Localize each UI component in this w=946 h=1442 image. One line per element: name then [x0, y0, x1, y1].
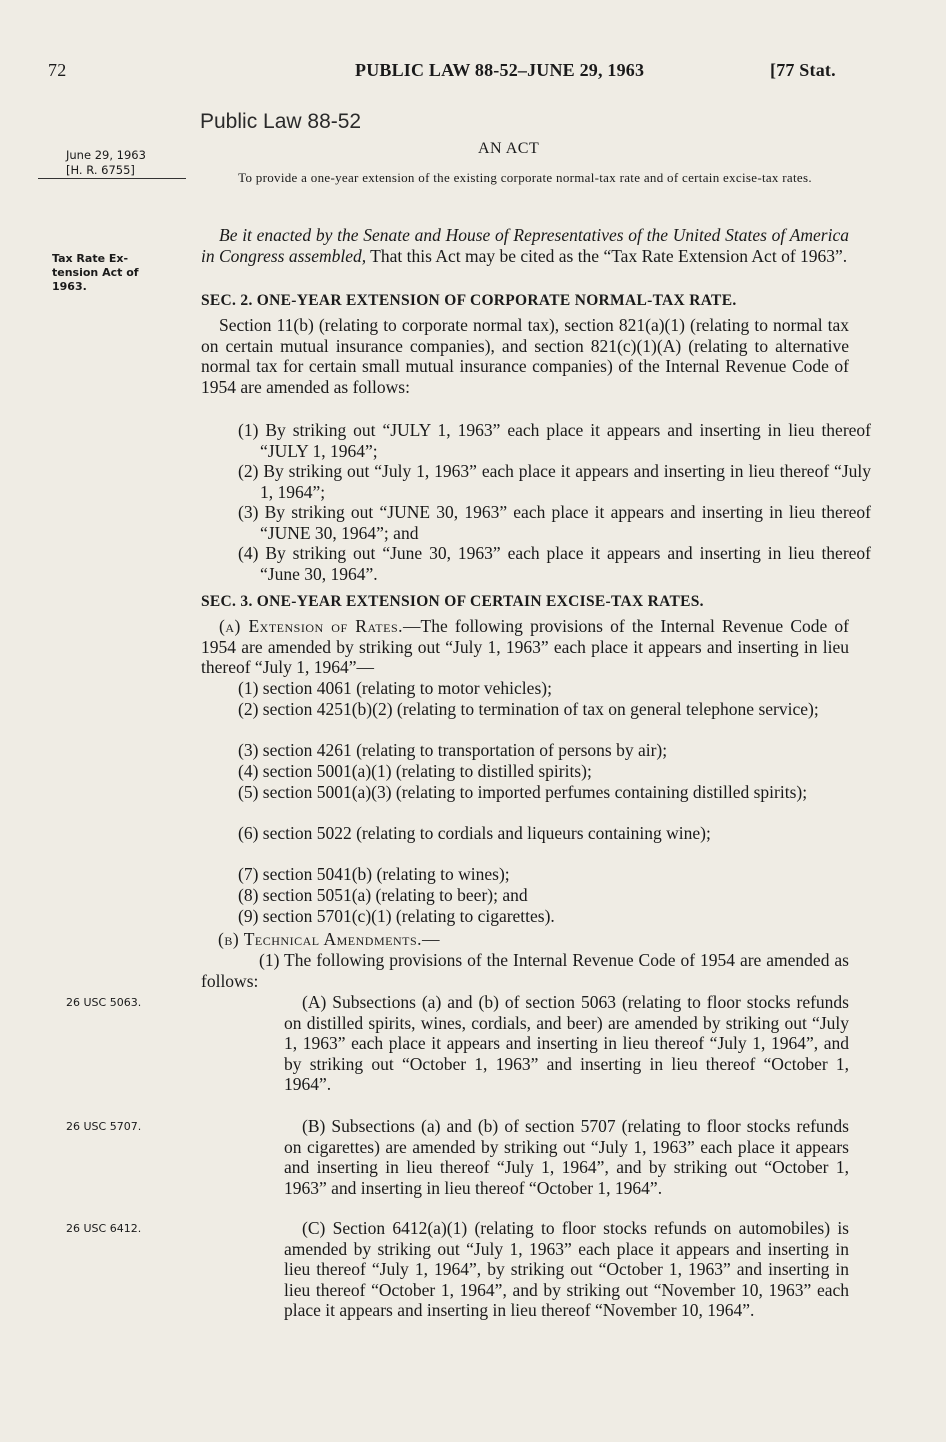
- act-purpose: To provide a one-year extension of the existing corporate normal-tax rate and of certain excise-tax rates.: [238, 170, 812, 185]
- section-3-b-1-A: (A) Subsections (a) and (b) of section 5063 (relating to floor stocks refunds on distilled spirits, wines, cordials, and beer) are amended by striking out “July 1, 1963” each place it appears and inserting in lieu thereof “July 1, 1964”, and by striking out “October 1, 1963” and inserting in lieu thereof “October 1, 1964”.: [284, 992, 849, 1094]
- section-3-a-item-1: (1) section 4061 (relating to motor vehicles);: [238, 678, 552, 698]
- section-3-a-item-9: (9) section 5701(c)(1) (relating to cigarettes).: [238, 906, 555, 926]
- section-3-a-label: (a) Extension of Rates.: [219, 616, 404, 636]
- section-3-b-label: (b) Technical Amendments.: [218, 929, 422, 949]
- section-3-heading: SEC. 3. ONE-YEAR EXTENSION OF CERTAIN EXCISE-TAX RATES.: [201, 593, 704, 610]
- margin-usc-6412: 26 USC 6412.: [66, 1222, 142, 1235]
- section-2-item-1: (1) By striking out “JULY 1, 1963” each place it appears and inserting in lieu thereof “JULY 1, 1964”;: [238, 420, 871, 461]
- section-3-a-item-7: (7) section 5041(b) (relating to wines);: [238, 864, 510, 884]
- section-3-a-item-2: (2) section 4251(b)(2) (relating to termination of tax on general telephone service);: [238, 699, 819, 719]
- section-2-heading: SEC. 2. ONE-YEAR EXTENSION OF CORPORATE NORMAL-TAX RATE.: [201, 292, 737, 309]
- section-2-intro: Section 11(b) (relating to corporate normal tax), section 821(a)(1) (relating to normal tax on certain mutual insurance companies), and section 821(c)(1)(A) (relating to alternative normal tax for certain small mutual insurance companies) of the Internal Revenue Code of 1954 are amended as follows:: [201, 315, 849, 397]
- running-head-title: PUBLIC LAW 88-52–JUNE 29, 1963: [355, 60, 645, 80]
- enacting-clause: [201, 225, 849, 266]
- section-3-a-text: —The following provisions of the Internal Revenue Code of 1954 are amended by striking out “July 1, 1963” each place it appears and inserting in lieu thereof “July 1, 1964”—: [201, 616, 850, 677]
- statutes-volume: [77 Stat.: [770, 60, 836, 80]
- section-2-item-3: (3) By striking out “JUNE 30, 1963” each place it appears and inserting in lieu thereof “JUNE 30, 1964”; and: [238, 502, 871, 543]
- section-3-b-1-C: (C) Section 6412(a)(1) (relating to floor stocks refunds on automobiles) is amended by striking out “July 1, 1963” each place it appears and inserting in lieu thereof “July 1, 1964”, by striking out “October 1, 1963” and inserting in lieu thereof “October 1, 1964”, and by striking out “November 10, 1963” each place it appears and inserting in lieu thereof “November 10, 1964”.: [284, 1218, 849, 1320]
- section-3-b-1: (1) The following provisions of the Internal Revenue Code of 1954 are amended as follows:: [201, 950, 849, 991]
- margin-bill-number: [H. R. 6755]: [66, 163, 135, 177]
- section-3-a-item-5: (5) section 5001(a)(3) (relating to imported perfumes containing distilled spirits);: [238, 782, 808, 802]
- section-3-a-item-6: (6) section 5022 (relating to cordials and liqueurs containing wine);: [238, 823, 711, 843]
- page-number: 72: [48, 60, 67, 80]
- section-2-item-2: (2) By striking out “July 1, 1963” each place it appears and inserting in lieu thereof “July 1, 1964”;: [238, 461, 871, 502]
- margin-usc-5707: 26 USC 5707.: [66, 1120, 142, 1133]
- section-3-a: [201, 616, 849, 678]
- margin-note-line: 1963.: [52, 280, 87, 293]
- an-act-heading: AN ACT: [478, 140, 540, 157]
- margin-note-line: tension Act of: [52, 266, 139, 279]
- section-3-b-1-B: (B) Subsections (a) and (b) of section 5707 (relating to floor stocks refunds on cigarettes) are amended by striking out “July 1, 1963” each place it appears and inserting in lieu thereof “July 1, 1964”, and by striking out “October 1, 1963” and inserting in lieu thereof “October 1, 1964”.: [284, 1116, 849, 1198]
- section-3-b-heading: [218, 929, 849, 950]
- margin-date: June 29, 1963: [66, 148, 146, 162]
- section-3-b-dash: —: [422, 929, 440, 949]
- section-3-a-item-3: (3) section 4261 (relating to transportation of persons by air);: [238, 740, 668, 760]
- section-2-item-4: (4) By striking out “June 30, 1963” each place it appears and inserting in lieu thereof “June 30, 1964”.: [238, 543, 871, 584]
- margin-divider: [38, 178, 186, 179]
- short-title-text: That this Act may be cited as the “Tax Rate Extension Act of 1963”.: [366, 245, 848, 266]
- enacting-formula: Be it enacted by the Senate and House of Representatives of the United States of America in Congress assembled,: [201, 225, 849, 266]
- margin-date-note: [66, 148, 146, 178]
- public-law-label: Public Law 88-52: [200, 110, 362, 133]
- margin-usc-5063: 26 USC 5063.: [66, 996, 142, 1009]
- section-3-a-item-4: (4) section 5001(a)(1) (relating to distilled spirits);: [238, 761, 592, 781]
- margin-note-line: Tax Rate Ex-: [52, 252, 129, 265]
- section-3-a-item-8: (8) section 5051(a) (relating to beer); and: [238, 885, 528, 905]
- margin-short-title-note: [52, 252, 139, 294]
